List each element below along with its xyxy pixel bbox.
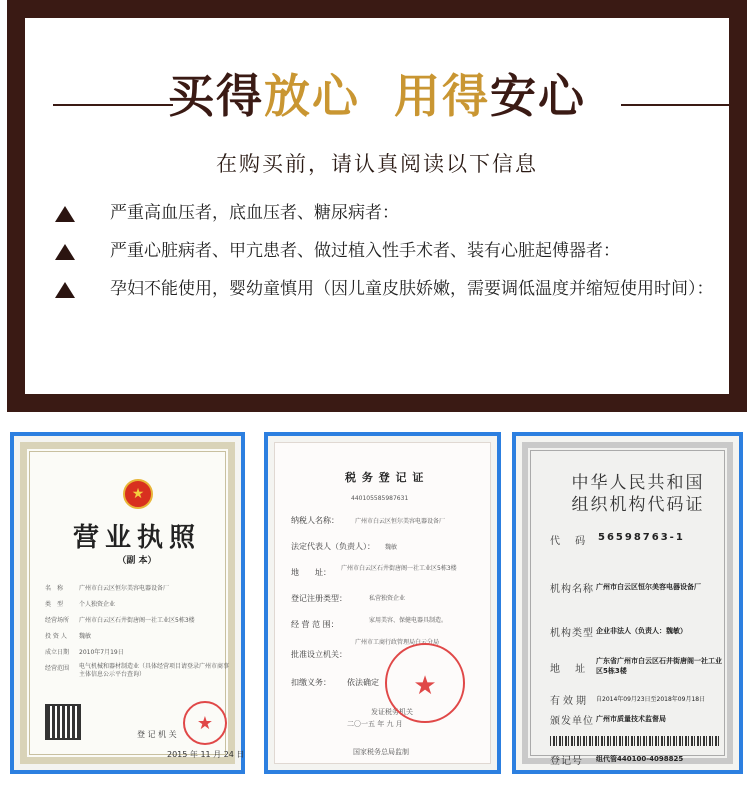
org-code-card (512, 432, 743, 774)
headline-part4: 安心 (490, 69, 586, 123)
tax-scope: 家用美容、保健电器具制造。 (369, 617, 448, 624)
license-subtitle: （副 本） (117, 556, 157, 566)
notice-subtitle: 在购买前，请认真阅读以下信息 (216, 152, 538, 176)
tax-duty-label: 扣缴义务： (291, 678, 331, 687)
tax-legal-label: 法定代表人（负责人）： (291, 542, 375, 551)
license-name-label: 名 称 (45, 585, 64, 592)
tax-scope-label: 经 营 范 围： (291, 620, 339, 629)
warning-list (55, 194, 715, 308)
license-registered-date: 2010年7月19日 (79, 649, 124, 656)
org-authority-label: 颁发单位 (550, 716, 594, 727)
license-scope: 电气机械和器材制造业（具体经营项目请登录广州市商事主体信息公示平台查询） (79, 663, 230, 678)
red-seal-icon: ★ (183, 701, 227, 745)
warning-text: 严重心脏病者、甲亢患者、做过植入性手术者、装有心脏起傅器者： (110, 241, 620, 261)
notice-panel (25, 18, 729, 394)
license-type-label: 类 型 (45, 601, 64, 608)
org-authority: 广州市质量技术监督局 (596, 715, 666, 723)
headline-part1: 买得 (168, 69, 264, 123)
warning-item (55, 270, 715, 308)
business-license-paper (20, 442, 245, 764)
org-title-line1: 中华人民共和国 (571, 473, 705, 493)
org-title-line2: 组织机构代码证 (571, 495, 705, 515)
org-address: 广东省广州市白云区石井街唐阁一社工业区5栋3楼 (596, 657, 722, 675)
org-code-paper (522, 442, 733, 767)
warning-triangle-icon (55, 244, 75, 260)
tax-red-seal-icon: ★ (385, 643, 465, 723)
org-reg-label: 登记号 (550, 756, 583, 767)
tax-legal: 魏敏 (385, 544, 398, 551)
tax-approver-label: 批准设立机关： (291, 650, 347, 659)
tax-date: 二〇一五 年 九 月 (347, 720, 403, 728)
headline-part3: 用得 (394, 69, 490, 123)
tax-address-label: 地 址： (291, 568, 331, 577)
warning-triangle-icon (55, 206, 75, 222)
org-code-label: 代 码 (550, 536, 592, 547)
tax-title: 税 务 登 记 证 (345, 471, 425, 484)
tax-number: 440105585987631 (351, 495, 409, 502)
tax-taxpayer-label: 纳税人名称： (291, 516, 339, 525)
org-address-label: 地 址 (550, 664, 592, 675)
tax-regtype: 私营独资企业 (369, 595, 406, 602)
qr-code-icon (45, 704, 81, 740)
barcode-icon (550, 736, 720, 746)
org-title (548, 472, 728, 516)
tax-taxpayer: 广州市白云区恒尔美容电器设备厂 (355, 518, 446, 525)
headline-part2: 放心 (264, 69, 360, 123)
warning-item (55, 232, 715, 270)
org-name-label: 机构名称 (550, 584, 594, 595)
national-emblem-icon (123, 479, 153, 509)
warning-triangle-icon (55, 282, 75, 298)
license-address: 广州市白云区石井街唐阁一社工业区5栋3楼 (79, 617, 195, 624)
org-code: 56598763-1 (598, 532, 685, 543)
license-title: 营业执照 (72, 523, 201, 553)
notice-frame (7, 0, 747, 412)
tax-certificate-card (264, 432, 501, 774)
tax-certificate-paper (274, 442, 491, 764)
headline (25, 66, 729, 126)
tax-duty: 依法确定 (347, 678, 379, 687)
org-reg: 组代管440100-4098825 (596, 755, 684, 763)
tax-footer: 国家税务总局监制 (353, 748, 409, 756)
license-authority: 登 记 机 关 (137, 730, 177, 739)
license-date: 2015 年 11 月 24 日 (167, 750, 245, 759)
warning-text: 孕妇不能使用，婴幼童慎用（因儿童皮肤娇嫩，需要调低温度并缩短使用时间）： (110, 279, 714, 299)
org-type-label: 机构类型 (550, 628, 594, 639)
warning-text: 严重高血压者，底血压者、糖尿病者： (110, 203, 399, 223)
license-scope-label: 经营范围 (45, 665, 70, 672)
warning-item (55, 194, 715, 232)
org-type: 企业非法人（负责人：魏敏） (596, 627, 687, 635)
license-name: 广州市白云区恒尔美容电器设备厂 (79, 585, 170, 592)
license-type: 个人独资企业 (79, 601, 116, 608)
tax-issuer: 发证税务机关 (371, 708, 413, 716)
tax-approver: 广州市工商行政管理局白云分局 (355, 639, 440, 646)
license-investor: 魏敏 (79, 633, 92, 640)
tax-regtype-label: 登记注册类型： (291, 594, 347, 603)
org-valid: 自2014年09月23日至2018年09月18日 (596, 696, 706, 703)
business-license-card (10, 432, 245, 774)
license-address-label: 经营场所 (45, 617, 70, 624)
org-name: 广州市白云区恒尔美容电器设备厂 (596, 583, 701, 591)
license-investor-label: 投 资 人 (45, 633, 67, 640)
license-date-label: 成立日期 (45, 649, 70, 656)
org-valid-label: 有效期 (550, 696, 589, 707)
tax-address: 广州市白云区石井街唐阁一社工业区5栋3楼 (341, 565, 457, 572)
